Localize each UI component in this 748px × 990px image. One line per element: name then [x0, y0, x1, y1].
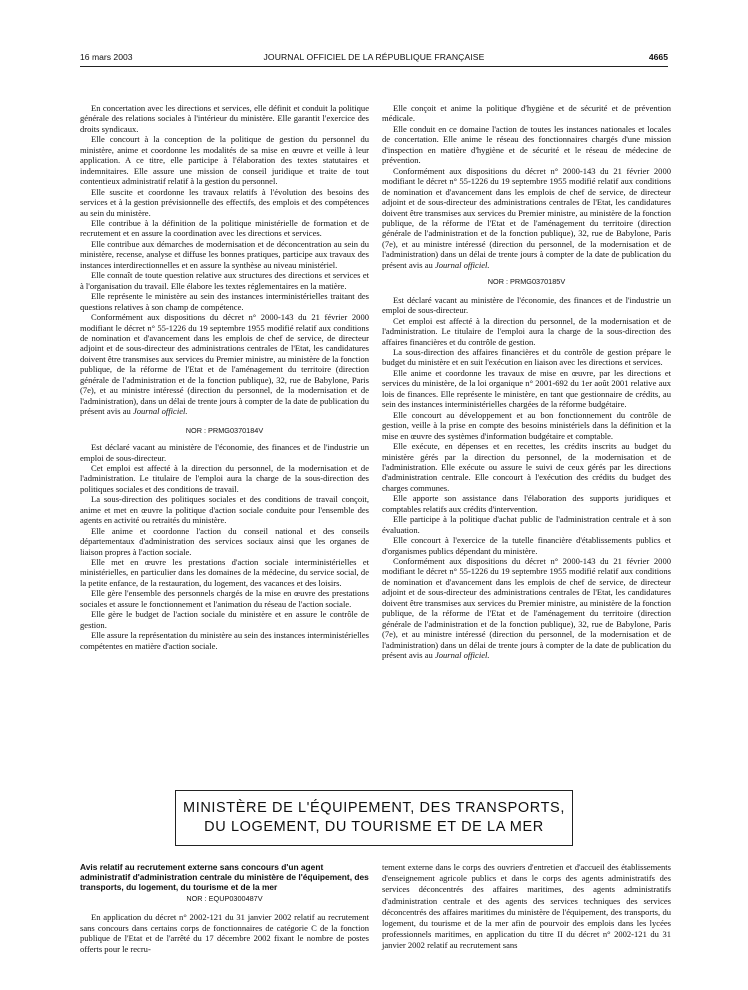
header-rule: [80, 66, 668, 67]
paragraph: Elle exécute, en dépenses et en recettes, les crédits inscrits au budget du ministère gérés par la direction du personnel, de la modernisation et de l'administration. Elle exécute ou assure le suivi de ceux gérés par les directions d'administration centrale. Elle concourt à l'exécution des crédits du budget des charges communes.: [382, 441, 671, 493]
paragraph: La sous-direction des politiques sociales et des conditions de travail conçoit, anime et met en œuvre la politique d'action sociale conduite pour l'ensemble des agents en activité ou retraités du ministère.: [80, 494, 369, 526]
paragraph: tement externe dans le corps des ouvriers d'entretien et d'accueil des établissements d'enseignement agricole publics et dans le corps des agents administratifs des services déconcentrés des affaires maritimes, des agents administratifs d'administration centrale et des agents des services techniques des services déconcentrés des affaires maritimes du ministère de l'équipement, des transports, du logement, du tourisme et de la mer afin de pourvoir des emplois dans les lycées professionnels maritimes, en application du titre II du décret n° 2002-121 du 31 janvier 2002 relatif au recrutement sans: [382, 862, 671, 951]
paragraph: Cet emploi est affecté à la direction du personnel, de la modernisation et de l'administration. Le titulaire de l'emploi aura la charge de la sous-direction des politiques sociales et des conditions de travail.: [80, 462, 369, 494]
paragraph: Elle anime et coordonne les travaux de mise en œuvre, par les directions et services du ministère, de la loi organique n° 2001-692 du 1er août 2001 relative aux lois de finances. Elle représente le ministère, en tant que gestionnaire de crédits, au sein des instances interministérielles chargées de la réforme budgétaire.: [382, 367, 671, 410]
header-date: 16 mars 2003: [80, 52, 133, 62]
paragraph: [80, 312, 369, 417]
paragraph: Cet emploi est affecté à la direction du personnel, de la modernisation et de l'administration. Le titulaire de l'emploi aura la charge de la sous-direction des affaires financières et du contrôle de gestion.: [382, 315, 671, 347]
paragraph: Elle contribue aux démarches de modernisation et de déconcentration au sein du ministère, recense, analyse et diffuse les bonnes pratiques, participe aux travaux des instances interdirectionnelles et en assure la synthèse au niveau ministériel.: [80, 238, 369, 270]
paragraph: Elle assure la représentation du ministère au sein des instances interministérielles compétentes en matière d'action sociale.: [80, 630, 369, 651]
right-column: [382, 103, 671, 661]
paragraph: Est déclaré vacant au ministère de l'économie, des finances et de l'industrie un emploi de sous-directeur.: [382, 294, 671, 316]
ministry-banner-line: DU LOGEMENT, DU TOURISME ET DE LA MER: [204, 819, 544, 835]
paragraph: Est déclaré vacant au ministère de l'économie, des finances et de l'industrie un emploi de sous-directeur.: [80, 442, 369, 463]
paragraph: En application du décret n° 2002-121 du 31 janvier 2002 relatif au recrutement sans concours dans certains corps de fonctionnaires de catégorie C de la fonction publique de l'Etat et de l'arrêté du 17 décembre 2002 fixant le nombre de postes offerts pour le recru-: [80, 912, 369, 954]
paragraph: [382, 556, 671, 661]
paragraph: Elle connaît de toute question relative aux structures des directions et services et à l'organisation du travail. Elle élabore les textes réglementaires en la matière.: [80, 270, 369, 291]
page-number: 4665: [648, 52, 668, 62]
nor-reference: NOR : PRMG0370185V: [487, 277, 566, 287]
page-header: [80, 52, 668, 66]
paragraph-text: Conformément aux dispositions du décret n° 2000-143 du 21 février 2000 modifiant le décret n° 55-1226 du 19 septembre 1955 modifié relatif aux conditions de nomination et d'avancement dans les emplois de chef de service, de directeur adjoint et de sous-directeur des administrations centrales de l'Etat, les candidatures doivent être transmises aux services du Premier ministre, au ministère de la fonction publique, de la réforme de l'Etat et de l'aménagement du territoire (direction générale de l'administration et de la fonction publique), 32, rue de Babylone, Paris (7e), et au ministre intéressé (direction du personnel, de la modernisation et de l'administration) dans un délai de trente jours à compter de la date de publication du présent avis au: [382, 556, 671, 661]
bottom-left-column: [80, 862, 369, 954]
paragraph: Elle gère le budget de l'action sociale du ministère et en assure le contrôle de gestion.: [80, 609, 369, 630]
paragraph-text: Conformément aux dispositions du décret n° 2000-143 du 21 février 2000 modifiant le décret n° 55-1226 du 19 septembre 1955 modifié relatif aux conditions de nomination et d'avancement dans les emplois de chef de service, de directeur adjoint et de sous-directeur des administrations centrales de l'Etat, les candidatures doivent être transmises aux services du Premier ministre, au ministère de la fonction publique, de la réforme de l'Etat et de l'aménagement du territoire (direction générale de l'administration et de la fonction publique), 32, rue de Babylone, Paris (7e), et au ministre intéressé (direction du personnel, de la modernisation et de l'administration) dans un délai de trente jours à compter de la date de publication du présent avis au: [382, 165, 671, 270]
left-column: [80, 103, 369, 651]
paragraph: Elle représente le ministère au sein des instances interministérielles traitant des questions relatives à son champ de compétence.: [80, 291, 369, 312]
paragraph: Elle concourt à la conception de la politique de gestion du personnel du ministère, anime et coordonne les modalités de sa mise en œuvre et veille à leur application. A ce titre, elle participe à l'élaboration des textes statutaires et indemnitaires. Elle assure une mission de conseil juridique et traite de tout contentieux administratif relatif à la gestion du personnel.: [80, 134, 369, 187]
journal-title: JOURNAL OFFICIEL DE LA RÉPUBLIQUE FRANÇAISE: [263, 52, 485, 62]
avis-title: Avis relatif au recrutement externe sans concours d'un agent administratif d'administration centrale du ministère de l'équipement, des transports, du logement, du tourisme et de la mer: [80, 862, 369, 892]
paragraph: [382, 166, 671, 271]
paragraph: Elle anime et coordonne l'action du conseil national et des conseils départementaux d'administration des services sociaux ainsi que les organes de liaison propres à l'action sociale.: [80, 525, 369, 557]
journal-officiel-ref: Journal officiel.: [132, 406, 188, 417]
paragraph: Elle gère l'ensemble des personnels chargés de la mise en œuvre des prestations sociales et assure le fonctionnement et l'animation du réseau de l'action sociale.: [80, 588, 369, 609]
nor-reference: NOR : PRMG0370184V: [185, 425, 264, 435]
paragraph: Elle conduit en ce domaine l'action de toutes les instances nationales et locales de concertation. Elle anime le réseau des fonctionnaires chargés d'une mission d'inspection en matière d'hygiène et de sécurité et le réseau de médecine de prévention.: [382, 123, 671, 166]
paragraph: Elle participe à la politique d'achat public de l'administration centrale et à son évaluation.: [382, 514, 671, 535]
ministry-banner: [175, 790, 573, 846]
paragraph: La sous-direction des affaires financières et du contrôle de gestion prépare le budget du ministère et en suit l'exécution en liaison avec les directions et services.: [382, 346, 671, 368]
paragraph: Elle concourt au développement et au bon fonctionnement du contrôle de gestion, veille à la prise en compte des besoins ministériels dans la définition et la mise en œuvre des systèmes d'information budgétaire et comptable.: [382, 409, 671, 441]
bottom-right-column: [382, 862, 671, 952]
journal-officiel-ref: Journal officiel.: [434, 650, 490, 661]
nor-reference: NOR : EQUP0300487V: [186, 894, 263, 903]
paragraph-text: Conformément aux dispositions du décret n° 2000-143 du 21 février 2000 modifiant le décret n° 55-1226 du 19 septembre 1955 modifié relatif aux conditions de nomination et d'avancement dans les emplois de chef de service, de directeur adjoint et de sous-directeur des administrations centrales de l'Etat, les candidatures doivent être transmises aux services du Premier ministre, au ministère de la fonction publique, de la réforme de l'Etat et de l'aménagement du territoire (direction générale de l'administration et de la fonction publique), 32, rue de Babylone, Paris (7e), et au ministre intéressé (direction du personnel, de la modernisation et de l'administration), dans un délai de trente jours à compter de la date de publication du présent avis au: [80, 312, 369, 417]
paragraph: Elle concourt à l'exercice de la tutelle financière d'établissements publics et d'organismes publics dépendant du ministère.: [382, 535, 671, 556]
paragraph: Elle suscite et coordonne les travaux relatifs à l'évolution des besoins des services et à la gestion prévisionnelle des effectifs, des emplois et des compétences au sein du ministère.: [80, 186, 369, 218]
paragraph: Elle conçoit et anime la politique d'hygiène et de sécurité et de prévention médicale.: [382, 103, 671, 124]
ministry-banner-line: MINISTÈRE DE L'ÉQUIPEMENT, DES TRANSPORTS,: [183, 800, 565, 816]
paragraph: Elle met en œuvre les prestations d'action sociale interministérielles et ministérielles, en particulier dans les domaines de la médecine, du service social, de la petite enfance, de la restauration, du logement, des vacances et des loisirs.: [80, 557, 369, 588]
paragraph: Elle contribue à la définition de la politique ministérielle de formation et de recrutement et en assure la coordination avec les directions et services.: [80, 217, 369, 239]
journal-officiel-ref: Journal officiel.: [434, 259, 490, 270]
paragraph: Elle apporte son assistance dans l'élaboration des supports juridiques et comptables relatifs aux crédits d'intervention.: [382, 493, 671, 514]
paragraph: En concertation avec les directions et services, elle définit et conduit la politique générale des relations sociales à l'intérieur du ministère. Elle garantit l'exercice des droits syndicaux.: [80, 103, 369, 134]
